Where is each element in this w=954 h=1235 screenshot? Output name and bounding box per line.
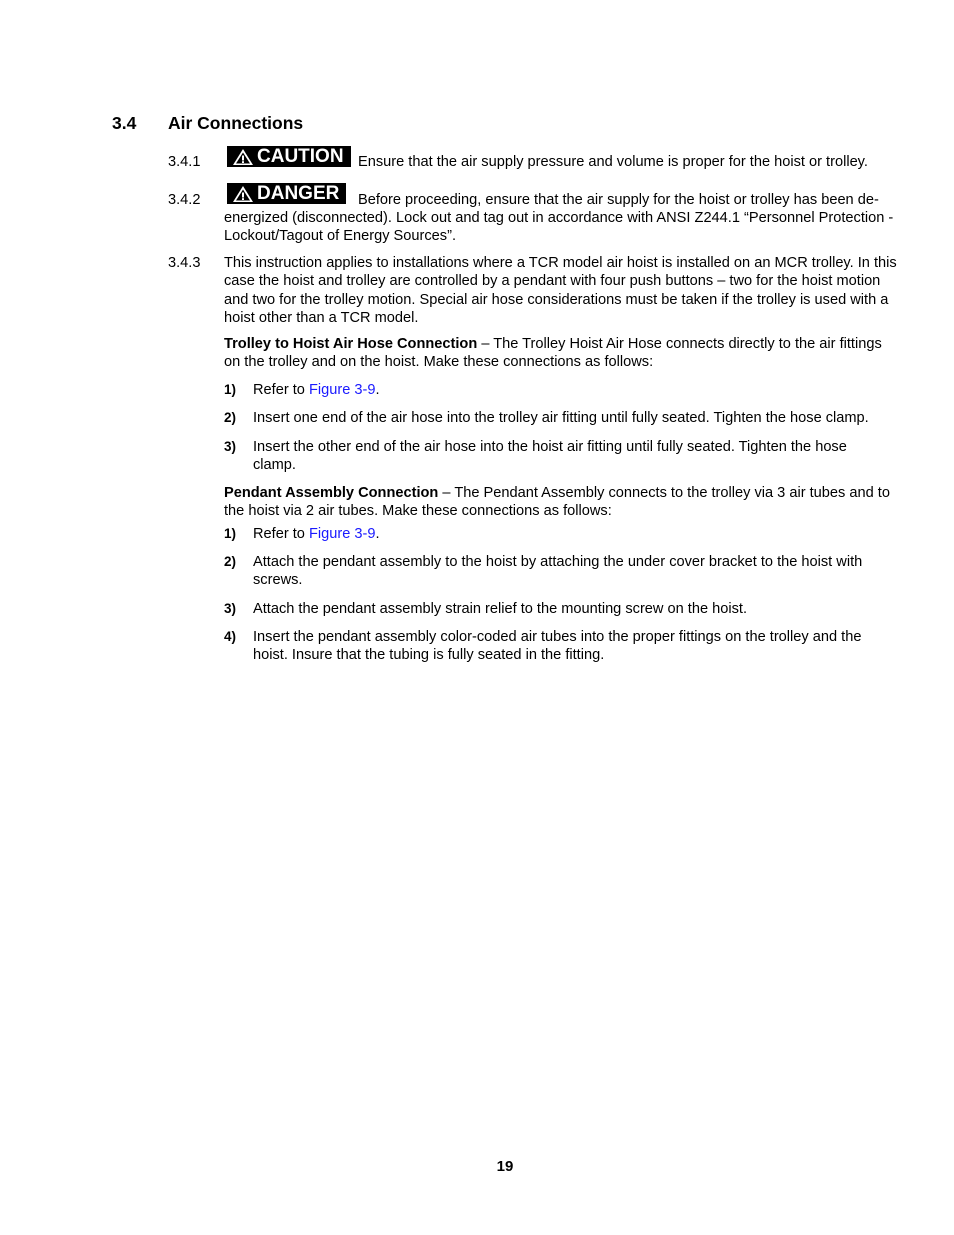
- figure-3-9-link[interactable]: Figure 3-9: [308, 526, 376, 542]
- pendant-step-number: 3): [224, 601, 237, 616]
- trolley-step-2: Insert one end of the air hose into the trolley air fitting until fully seated. Tighten the hose clamp.: [253, 410, 869, 426]
- item-number-3-4-1: 3.4.1: [168, 154, 201, 170]
- danger-label: DANGER: [257, 182, 340, 204]
- warning-triangle-icon: [232, 148, 254, 166]
- page-number: 19: [496, 1158, 514, 1175]
- pendant-step-number: 4): [224, 629, 237, 644]
- trolley-step-1: [253, 381, 380, 399]
- caution-badge: [227, 146, 351, 167]
- trolley-step-number: 1): [224, 382, 237, 397]
- danger-text-first-line: Before proceeding, ensure that the air supply for the hoist or trolley has been de-: [358, 192, 879, 208]
- trolley-hoist-paragraph: [224, 335, 899, 372]
- danger-text-continued: energized (disconnected). Lock out and tag out in accordance with ANSI Z244.1 “Personnel Protection -Lockout/Tagout of Energy Sources”.: [224, 210, 894, 245]
- trolley-step-number: 3): [224, 439, 237, 454]
- pendant-step-2: Attach the pendant assembly to the hoist by attaching the under cover bracket to the hoist with screws.: [253, 554, 863, 589]
- figure-3-9-link[interactable]: Figure 3-9: [308, 382, 376, 398]
- trolley-hoist-heading: Trolley to Hoist Air Hose Connection: [224, 336, 478, 352]
- pendant-step-1: [253, 525, 380, 543]
- pendant-step-number: 2): [224, 554, 237, 569]
- pendant-step-1-period: .: [375, 526, 380, 542]
- trolley-step-3: Insert the other end of the air hose into the hoist air fitting until fully seated. Tighten the hose clamp.: [253, 439, 847, 474]
- pendant-heading: Pendant Assembly Connection: [224, 485, 439, 501]
- section-title: Air Connections: [168, 113, 304, 133]
- section-number: 3.4: [112, 113, 137, 133]
- pendant-step-1-text: Refer to: [253, 526, 309, 542]
- item-number-3-4-2: 3.4.2: [168, 192, 201, 208]
- caution-label: CAUTION: [257, 145, 344, 167]
- item-3-4-3-text: This instruction applies to installations where a TCR model air hoist is installed on an MCR trolley. In this case the hoist and trolley are controlled by a pendant with four push buttons – two for the hoist motion and two for the trolley motion. Special air hose considerations must be taken if the trolley is used with a hoist other than a TCR model.: [224, 255, 897, 327]
- pendant-step-number: 1): [224, 526, 237, 541]
- warning-triangle-icon: [232, 185, 254, 203]
- pendant-intro: – The Pendant Assembly connects to the trolley via 3 air tubes and to the hoist via 2 air tubes. Make these connections as follows:: [224, 485, 890, 520]
- trolley-hoist-intro: – The Trolley Hoist Air Hose connects directly to the air fittings on the trolley and on the hoist. Make these connections as follows:: [224, 336, 882, 371]
- caution-text: Ensure that the air supply pressure and volume is proper for the hoist or trolley.: [358, 154, 868, 170]
- item-number-3-4-3: 3.4.3: [168, 255, 201, 271]
- trolley-step-number: 2): [224, 410, 237, 425]
- danger-badge: [227, 183, 346, 204]
- trolley-step-1-text: Refer to: [253, 382, 309, 398]
- pendant-step-4: Insert the pendant assembly color-coded air tubes into the proper fittings on the trolley and the hoist. Insure that the tubing is fully seated in the fitting.: [253, 629, 862, 664]
- pendant-paragraph: [224, 484, 899, 521]
- pendant-step-3: Attach the pendant assembly strain relief to the mounting screw on the hoist.: [253, 601, 748, 617]
- trolley-step-1-period: .: [375, 382, 380, 398]
